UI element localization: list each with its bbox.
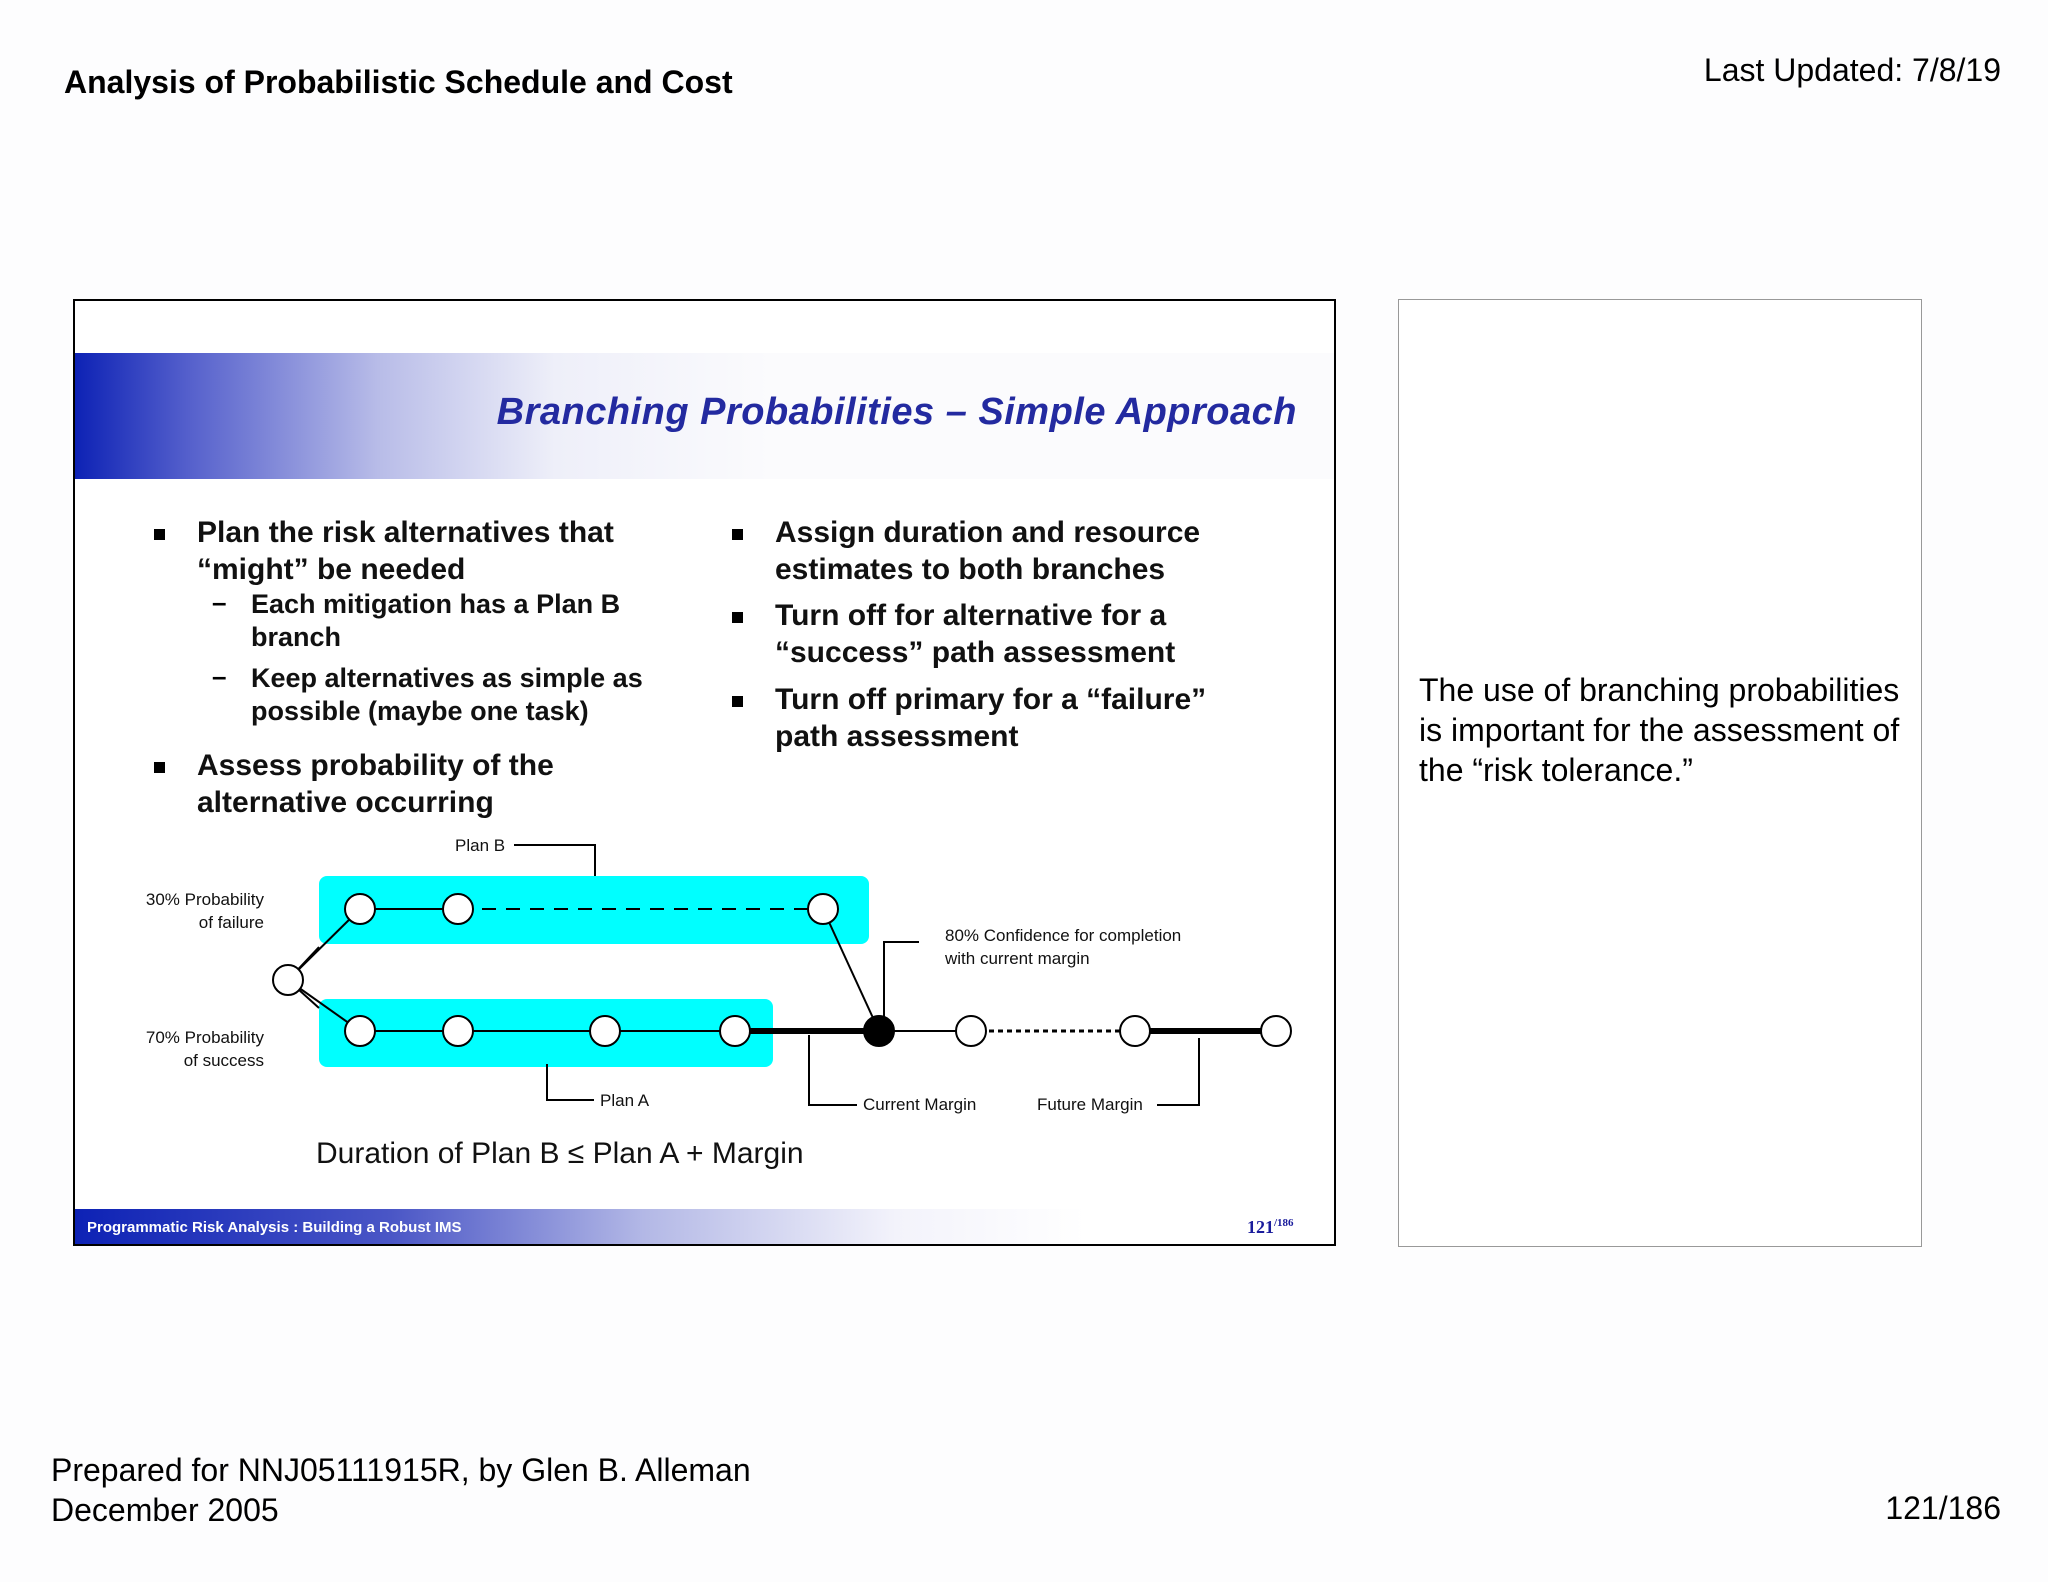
left-sub-bullet-1-line-2: branch: [251, 622, 342, 652]
right-bullet-2-line-1: Turn off for alternative for a: [775, 599, 1167, 632]
slide-page-number: [1247, 1217, 1294, 1238]
right-bullet-1-line-1: Assign duration and resource: [775, 516, 1201, 549]
confidence-leader: [884, 942, 919, 1018]
finish-node: [1261, 1016, 1291, 1046]
success-label-line-1: 70% Probability: [145, 1028, 264, 1047]
prepared-line-1: Prepared for NNJ05111915R, by Glen B. Alleman: [51, 1452, 751, 1488]
margin-node: [956, 1016, 986, 1046]
failure-label-line-2: of failure: [198, 913, 264, 932]
plan-b-node: [808, 894, 838, 924]
slide-footer-text: Programmatic Risk Analysis : Building a Robust IMS: [87, 1219, 462, 1236]
plan-b-leader: [514, 845, 595, 876]
plan-a-node: [720, 1016, 750, 1046]
page-counter: 121/186: [1885, 1490, 2001, 1526]
prepared-by: [51, 1450, 751, 1530]
slide-page-total: /186: [1274, 1217, 1294, 1229]
slide-image: [73, 299, 1336, 1246]
document-title: Analysis of Probabilistic Schedule and Cost: [64, 64, 733, 100]
last-updated: Last Updated: 7/8/19: [1703, 52, 2001, 88]
left-sub-bullet-2-line-2: possible (maybe one task): [251, 696, 589, 726]
plan-b-label: Plan B: [455, 836, 506, 855]
left-bullet-1-line-2: “might” be needed: [197, 553, 466, 586]
left-bullet-2-line-1: Assess probability of the: [197, 749, 554, 782]
merge-node: [864, 1016, 894, 1046]
start-node: [273, 965, 303, 995]
right-bullet-1-line-2: estimates to both branches: [775, 553, 1166, 586]
slide-page-current: 121: [1247, 1217, 1274, 1237]
left-bullet-1-line-1: Plan the risk alternatives that: [197, 516, 614, 549]
confidence-label-line-1: 80% Confidence for completion: [945, 926, 1182, 945]
plan-b-node: [345, 894, 375, 924]
plan-a-label: Plan A: [600, 1091, 650, 1110]
right-bullet-3-line-1: Turn off primary for a “failure”: [775, 683, 1207, 716]
future-margin-leader: [1157, 1038, 1199, 1105]
plan-a-node: [345, 1016, 375, 1046]
right-bullet-3-line-2: path assessment: [775, 720, 1019, 753]
dash-icon: –: [212, 661, 227, 691]
notes-text: The use of branching probabilities is important for the assessment of the “risk tolerance.”: [1419, 672, 1900, 788]
current-margin-label: Current Margin: [863, 1095, 977, 1114]
plan-b-node: [443, 894, 473, 924]
failure-label-line-1: 30% Probability: [145, 890, 264, 909]
success-label-line-2: of success: [183, 1051, 264, 1070]
left-sub-bullet-2-line-1: Keep alternatives as simple as: [251, 663, 643, 693]
right-bullet-2-line-2: “success” path assessment: [775, 636, 1176, 669]
dash-icon: –: [212, 587, 227, 617]
margin-node: [1120, 1016, 1150, 1046]
current-margin-leader: [809, 1035, 857, 1105]
plan-a-node: [590, 1016, 620, 1046]
confidence-label-line-2: with current margin: [945, 949, 1090, 968]
duration-formula: Duration of Plan B ≤ Plan A + Margin: [316, 1137, 804, 1170]
plan-a-leader: [547, 1064, 594, 1100]
prepared-line-2: December 2005: [51, 1492, 279, 1528]
left-sub-bullet-1-line-1: Each mitigation has a Plan B: [251, 589, 621, 619]
left-bullet-2-line-2: alternative occurring: [197, 786, 494, 819]
plan-a-band: [319, 999, 773, 1067]
branching-diagram: [75, 301, 1336, 1246]
future-margin-label: Future Margin: [1037, 1095, 1143, 1114]
plan-a-node: [443, 1016, 473, 1046]
slide-title: Branching Probabilities – Simple Approach: [496, 391, 1297, 433]
